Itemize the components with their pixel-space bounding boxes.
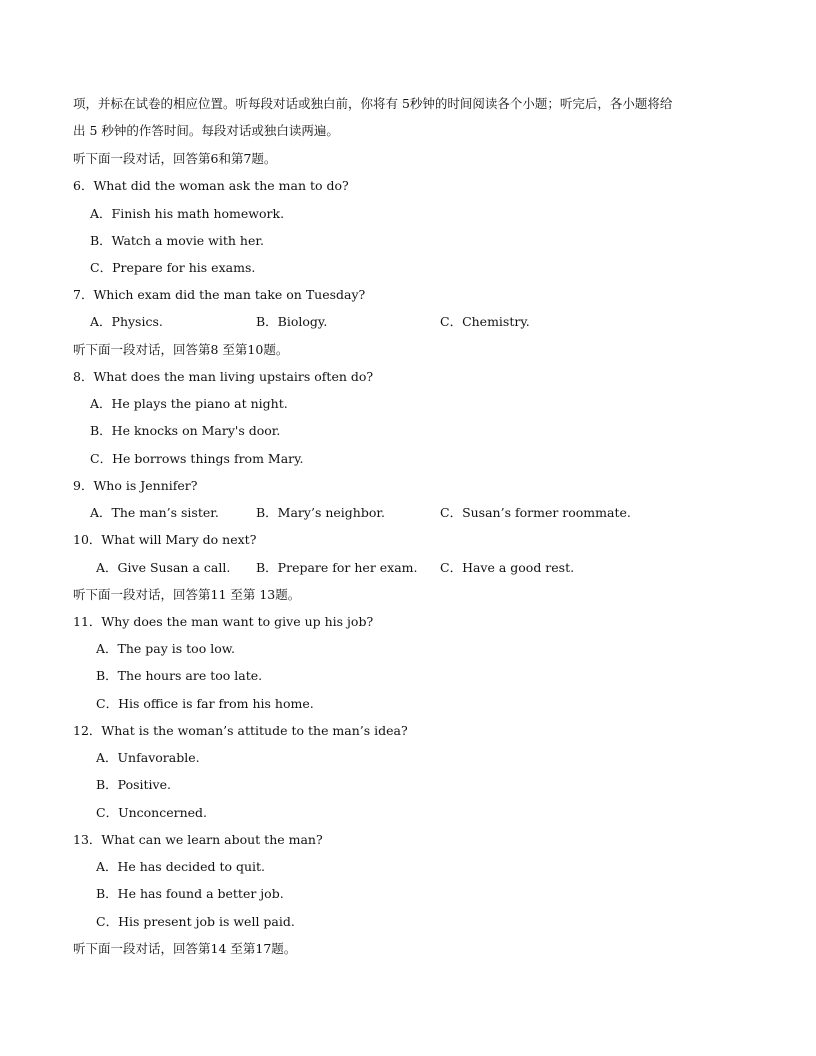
question-13-option-c: C．His present job is well paid. bbox=[96, 914, 295, 929]
question-9-option-b: B．Mary’s neighbor. bbox=[256, 505, 385, 520]
question-9-option-a: A．The man’s sister. bbox=[90, 505, 219, 520]
question-13-option-b: B．He has found a better job. bbox=[96, 886, 284, 901]
question-9-option-c: C．Susan’s former roommate. bbox=[440, 505, 631, 520]
question-8-option-a: A．He plays the piano at night. bbox=[90, 396, 288, 411]
question-11-option-c: C．His office is far from his home. bbox=[96, 696, 314, 711]
question-7-option-a: A．Physics. bbox=[90, 314, 163, 329]
question-7-option-b: B．Biology. bbox=[256, 314, 328, 329]
question-6-option-c: C．Prepare for his exams. bbox=[90, 260, 256, 275]
question-12-option-c: C．Unconcerned. bbox=[96, 805, 208, 820]
question-13-option-a: A．He has decided to quit. bbox=[96, 859, 266, 874]
question-10-stem: 10．What will Mary do next? bbox=[73, 532, 257, 547]
question-12-option-a: A．Unfavorable. bbox=[96, 750, 200, 765]
instructions-line-1: 项，并标在试卷的相应位置。听每段对话或独白前，你将有 5秒钟的时间阅读各个小题；听完后，各小题将给 bbox=[73, 96, 673, 111]
question-7-option-c: C．Chemistry. bbox=[440, 314, 530, 329]
question-11-stem: 11．Why does the man want to give up his job? bbox=[73, 614, 374, 629]
question-8-option-b: B．He knocks on Mary's door. bbox=[90, 423, 281, 438]
instructions-line-2: 出 5 秒钟的作答时间。每段对话或独白读两遍。 bbox=[73, 123, 339, 138]
question-8-stem: 8．What does the man living upstairs often do? bbox=[73, 369, 374, 384]
question-9-stem: 9．Who is Jennifer? bbox=[73, 478, 198, 493]
question-6-stem: 6．What did the woman ask the man to do? bbox=[73, 178, 349, 193]
question-13-stem: 13．What can we learn about the man? bbox=[73, 832, 323, 847]
section-heading-6-7: 听下面一段对话，回答第6和第7题。 bbox=[73, 151, 277, 166]
section-heading-14-17: 听下面一段对话，回答第14 至第17题。 bbox=[73, 941, 297, 956]
question-12-option-b: B．Positive. bbox=[96, 777, 171, 792]
question-7-stem: 7．Which exam did the man take on Tuesday? bbox=[73, 287, 366, 302]
question-12-stem: 12．What is the woman’s attitude to the man’s idea? bbox=[73, 723, 408, 738]
question-8-option-c: C．He borrows things from Mary. bbox=[90, 451, 304, 466]
question-10-option-c: C．Have a good rest. bbox=[440, 560, 575, 575]
question-11-option-a: A．The pay is too low. bbox=[96, 641, 235, 656]
question-10-option-b: B．Prepare for her exam. bbox=[256, 560, 418, 575]
section-heading-8-10: 听下面一段对话，回答第8 至第10题。 bbox=[73, 342, 289, 357]
question-6-option-a: A．Finish his math homework. bbox=[90, 206, 285, 221]
section-heading-11-13: 听下面一段对话，回答第11 至第 13题。 bbox=[73, 587, 301, 602]
question-6-option-b: B．Watch a movie with her. bbox=[90, 233, 264, 248]
question-11-option-b: B．The hours are too late. bbox=[96, 668, 263, 683]
question-10-option-a: A．Give Susan a call. bbox=[96, 560, 231, 575]
